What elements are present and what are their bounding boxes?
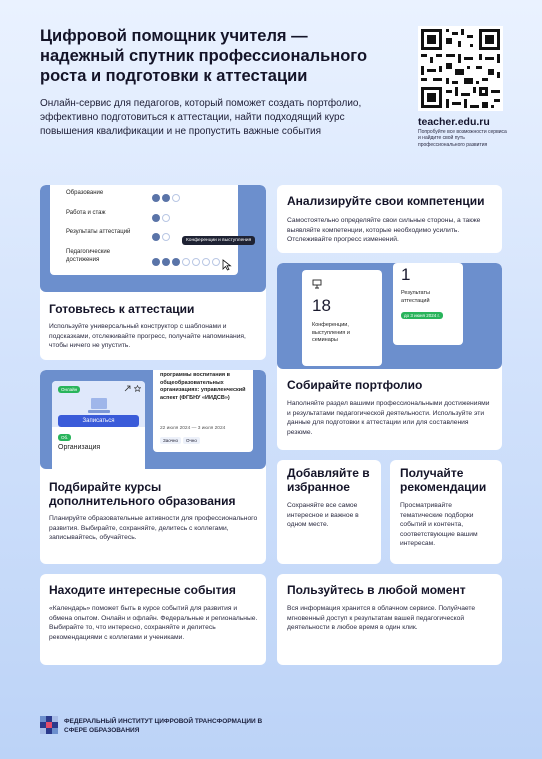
card-anytime: [277, 574, 502, 665]
footer-org: ФЕДЕРАЛЬНЫЙ ИНСТИТУТ ЦИФРОВОЙ ТРАНСФОРМАЦИИ В СФЕРЕ ОБРАЗОВАНИЯ: [64, 718, 263, 734]
card-text: Сохраняйте все самое интересное и важное в одном месте.: [287, 502, 359, 529]
progress-panel: [50, 185, 252, 275]
stat-badge: до 3 июня 2024 г.: [401, 312, 443, 319]
course-dates: 22 июля 2024 — 3 июля 2024: [160, 426, 226, 431]
card-text: «Календарь» поможет быть в курсе событий для развития и обмена опытом. Онлайн и офлайн. Федеральные и региональные. Выбирайте то, что интересно, сохраняйте и делитесь рекомендациями с коллегами и учениками.: [49, 605, 258, 641]
card-text: Вся информация хранится в облачном сервисе. Полуйчаете мгновенный доступ к результатам вашей педагогической деятельности в любое время в один клик.: [287, 605, 476, 632]
presentation-icon: [312, 279, 322, 289]
card-text: Планируйте образовательные активности для профессионального развития. Выбирайте, сохраняйте, делитесь с коллегами, записывайтесь, обучайтесь.: [49, 515, 258, 542]
stat-card: [393, 263, 463, 345]
card-text: Просматривайте тематические подборки событий и контента, соответствующие вашим интересам.: [400, 502, 478, 548]
portfolio-illustration: [277, 263, 502, 369]
enroll-button[interactable]: Записаться: [58, 415, 139, 427]
card-competence: [277, 185, 502, 253]
org-label: Организация: [58, 444, 101, 451]
card-favorites: [277, 460, 381, 564]
card-portfolio: [277, 263, 502, 450]
card-attestation: [40, 185, 266, 360]
site-note: Попробуйте все возможности сервиса и найдите свой путь профессионального развития: [418, 129, 507, 148]
course-card: [52, 381, 145, 469]
course-name: программы воспитания в общеобразовательных организациях: управленческий аспект (ФГБНУ «ИИДСВ»): [160, 372, 246, 401]
laptop-icon: [88, 397, 110, 415]
card-text: Самостоятельно определяйте свои сильные стороны, а также выявляйте компетенции, которые необходимо усилить. Отслеживайте прогресс изменений.: [287, 217, 481, 244]
card-text: Используйте универсальный конструктор с шаблонами и подсказками, отслеживайте прогресс, получайте напоминания, чтобы ничего не упустить.: [49, 323, 246, 350]
card-title: Анализируйте свои компетенции: [287, 194, 485, 208]
card-title: Находите интересные события: [49, 583, 236, 597]
card-text: Наполняйте раздел вашими профессиональными достижениями и результатами педагогической деятельности. Используйте эти данные для подготовки к аттестации или для составления резюме.: [287, 400, 490, 436]
card-recommendations: [390, 460, 502, 564]
course-info-card: [153, 370, 253, 452]
qr-code[interactable]: [418, 26, 503, 111]
stat-label: Конференции, выступления и семинары: [312, 322, 350, 343]
progress-row-label: Результаты аттестаций: [66, 229, 131, 235]
page-subtitle: Онлайн-сервис для педагогов, который поможет создать портфолио, эффективно подготовиться к аттестации, найти подходящий курс повышения квалификации и не пропустить важные события: [40, 98, 362, 138]
card-title: Добавляйте в избранное: [287, 466, 370, 494]
progress-dots: [152, 209, 172, 227]
card-title: Пользуйтесь в любой момент: [287, 583, 466, 597]
share-icon[interactable]: [124, 385, 131, 392]
stat-card: [302, 270, 382, 366]
courses-illustration: [40, 370, 266, 469]
course-tag: Очно: [183, 437, 200, 444]
stat-label: Результаты аттестаций: [401, 290, 430, 304]
institute-logo: [40, 716, 58, 734]
tooltip: Конференции и выступления: [182, 236, 255, 245]
star-icon[interactable]: [134, 385, 141, 392]
card-title: Получайте рекомендации: [400, 466, 487, 494]
attestation-illustration: [40, 185, 266, 292]
progress-dots: [152, 253, 222, 271]
stat-number: 18: [312, 296, 331, 315]
card-title: Собирайте портфолио: [287, 378, 423, 392]
cursor-icon: [222, 259, 232, 271]
card-events: [40, 574, 266, 665]
progress-row-label: Педагогические достижения: [66, 249, 111, 263]
progress-row-label: Образование: [66, 190, 104, 196]
progress-row-label: Работа и стаж: [66, 210, 106, 216]
progress-dots: [152, 189, 182, 207]
org-tag: Об.: [58, 434, 71, 441]
card-title: Подбирайте курсы дополнительного образования: [49, 480, 236, 508]
stat-number: 1: [401, 265, 411, 284]
card-courses: [40, 370, 266, 564]
course-tag: Заочно: [160, 437, 181, 444]
page-title: Цифровой помощник учителя — надежный спутник профессионального роста и подготовки к аттестации: [40, 27, 368, 85]
progress-dots: [152, 228, 172, 246]
card-title: Готовьтесь к аттестации: [49, 302, 195, 316]
format-badge: Онлайн: [58, 386, 80, 393]
site-link[interactable]: teacher.edu.ru: [418, 116, 490, 128]
